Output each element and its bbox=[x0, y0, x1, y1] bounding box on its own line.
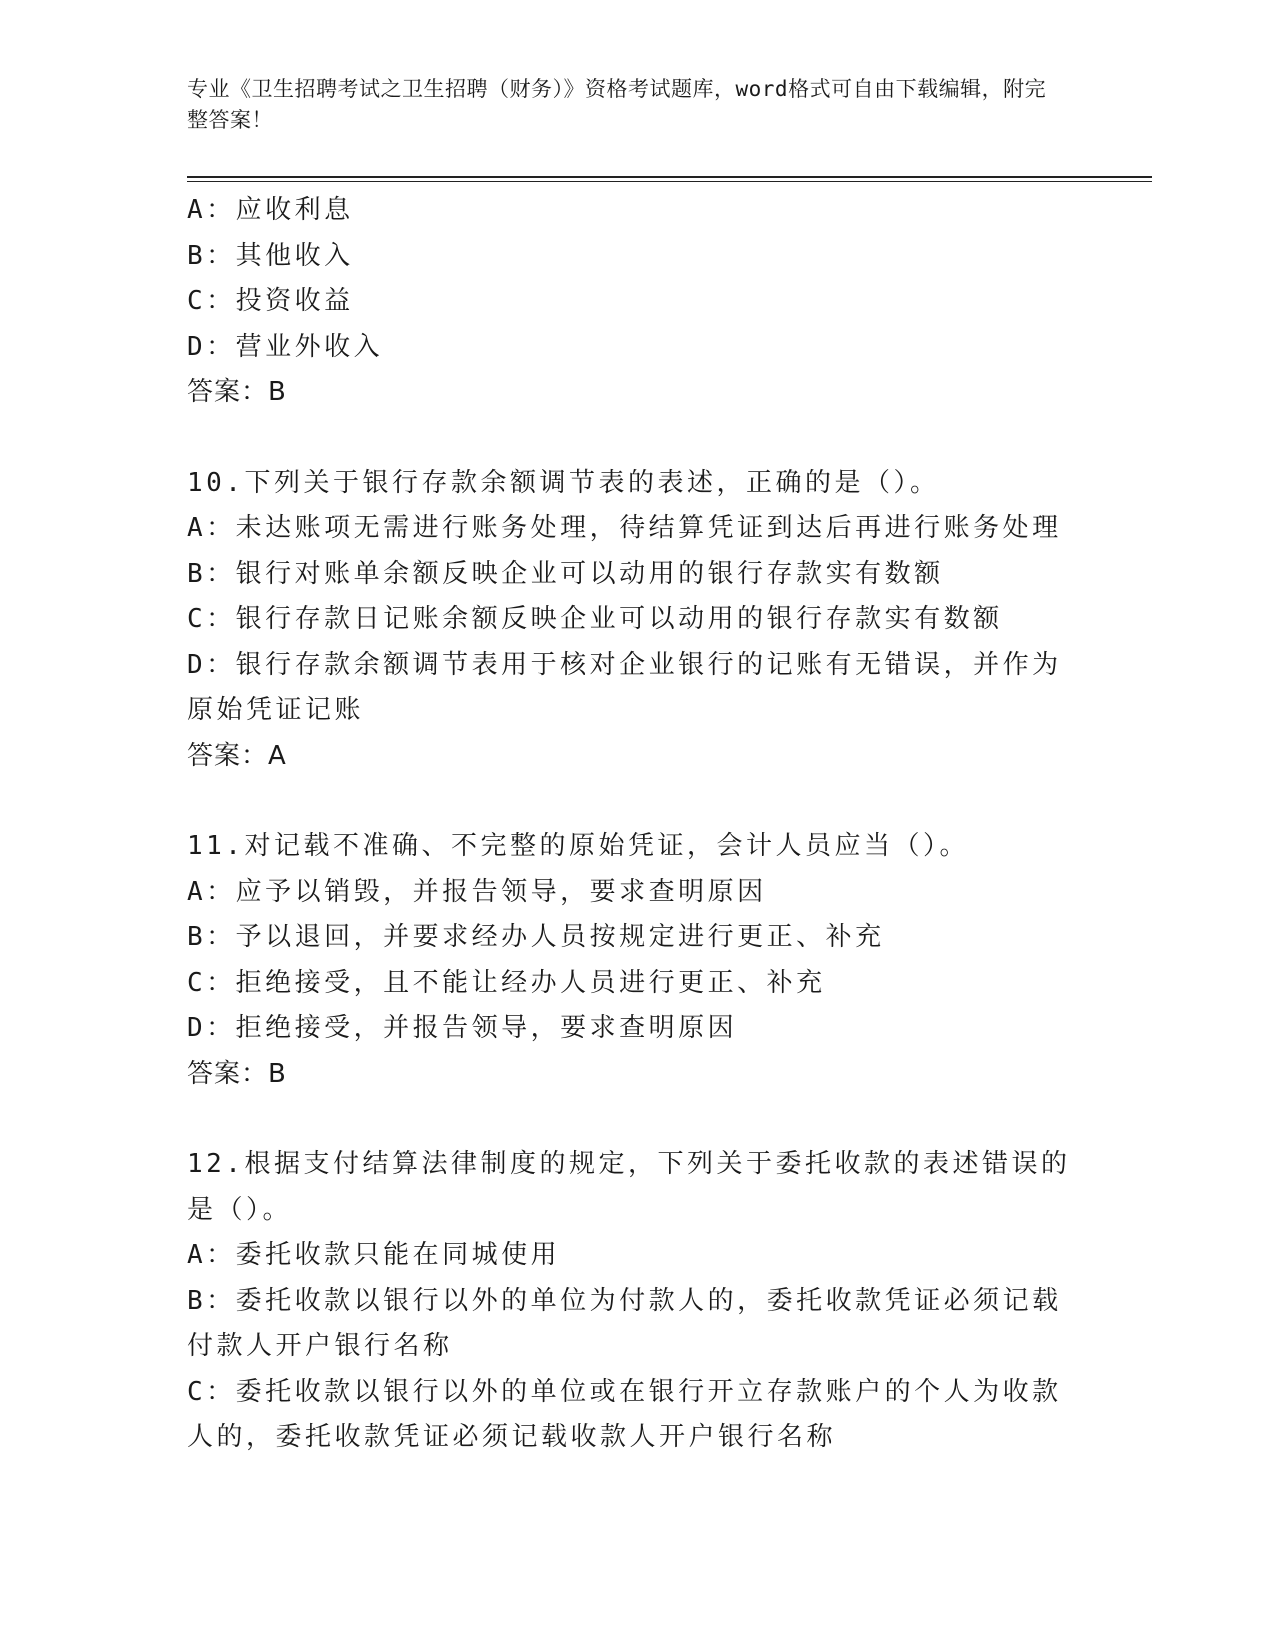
question-text: 10.下列关于银行存款余额调节表的表述，正确的是（）。 bbox=[187, 467, 940, 498]
answer: 答案：B bbox=[187, 1058, 287, 1089]
answer: 答案：B bbox=[187, 377, 287, 407]
question-text: 11.对记载不准确、不完整的原始凭证，会计人员应当（）。 bbox=[187, 831, 969, 861]
question-10 bbox=[187, 461, 1087, 780]
spacer bbox=[187, 779, 1087, 824]
header-divider-thin bbox=[187, 181, 1152, 182]
question-text: 12.根据支付结算法律制度的规定，下列关于委托收款的表述错误的是（）。 bbox=[187, 1149, 1071, 1225]
option-d: D：营业外收入 bbox=[187, 331, 384, 362]
option-b: B：银行对账单余额反映企业可以动用的银行存款实有数额 bbox=[187, 558, 944, 589]
answer: 答案：A bbox=[187, 740, 287, 771]
option-a: A：应予以销毁，并报告领导，要求查明原因 bbox=[187, 876, 767, 907]
document-header: 专业《卫生招聘考试之卫生招聘（财务）》资格考试题库，word格式可自由下载编辑，附完整答案！ bbox=[187, 77, 1047, 132]
option-c: C：投资收益 bbox=[187, 286, 354, 316]
question-9 bbox=[187, 188, 1087, 416]
spacer bbox=[187, 416, 1087, 461]
spacer bbox=[187, 1097, 1087, 1142]
option-a: A：应收利息 bbox=[187, 195, 354, 225]
option-c: C：委托收款以银行以外的单位或在银行开立存款账户的个人为收款人的，委托收款凭证必须记载收款人开户银行名称 bbox=[187, 1376, 1062, 1452]
option-d: D：银行存款余额调节表用于核对企业银行的记账有无错误，并作为原始凭证记账 bbox=[187, 649, 1062, 725]
question-list bbox=[187, 188, 1087, 1461]
option-a: A：未达账项无需进行账务处理，待结算凭证到达后再进行账务处理 bbox=[187, 513, 1062, 543]
question-12 bbox=[187, 1142, 1087, 1461]
option-d: D：拒绝接受，并报告领导，要求查明原因 bbox=[187, 1013, 738, 1043]
option-c: C：银行存款日记账余额反映企业可以动用的银行存款实有数额 bbox=[187, 604, 1003, 634]
header-divider-thick bbox=[187, 176, 1152, 178]
option-c: C：拒绝接受，且不能让经办人员进行更正、补充 bbox=[187, 967, 826, 998]
question-11 bbox=[187, 824, 1087, 1097]
option-a: A：委托收款只能在同城使用 bbox=[187, 1240, 561, 1270]
option-b: B：其他收入 bbox=[187, 240, 354, 271]
option-b: B：委托收款以银行以外的单位为付款人的，委托收款凭证必须记载付款人开户银行名称 bbox=[187, 1285, 1062, 1361]
option-b: B：予以退回，并要求经办人员按规定进行更正、补充 bbox=[187, 922, 885, 952]
